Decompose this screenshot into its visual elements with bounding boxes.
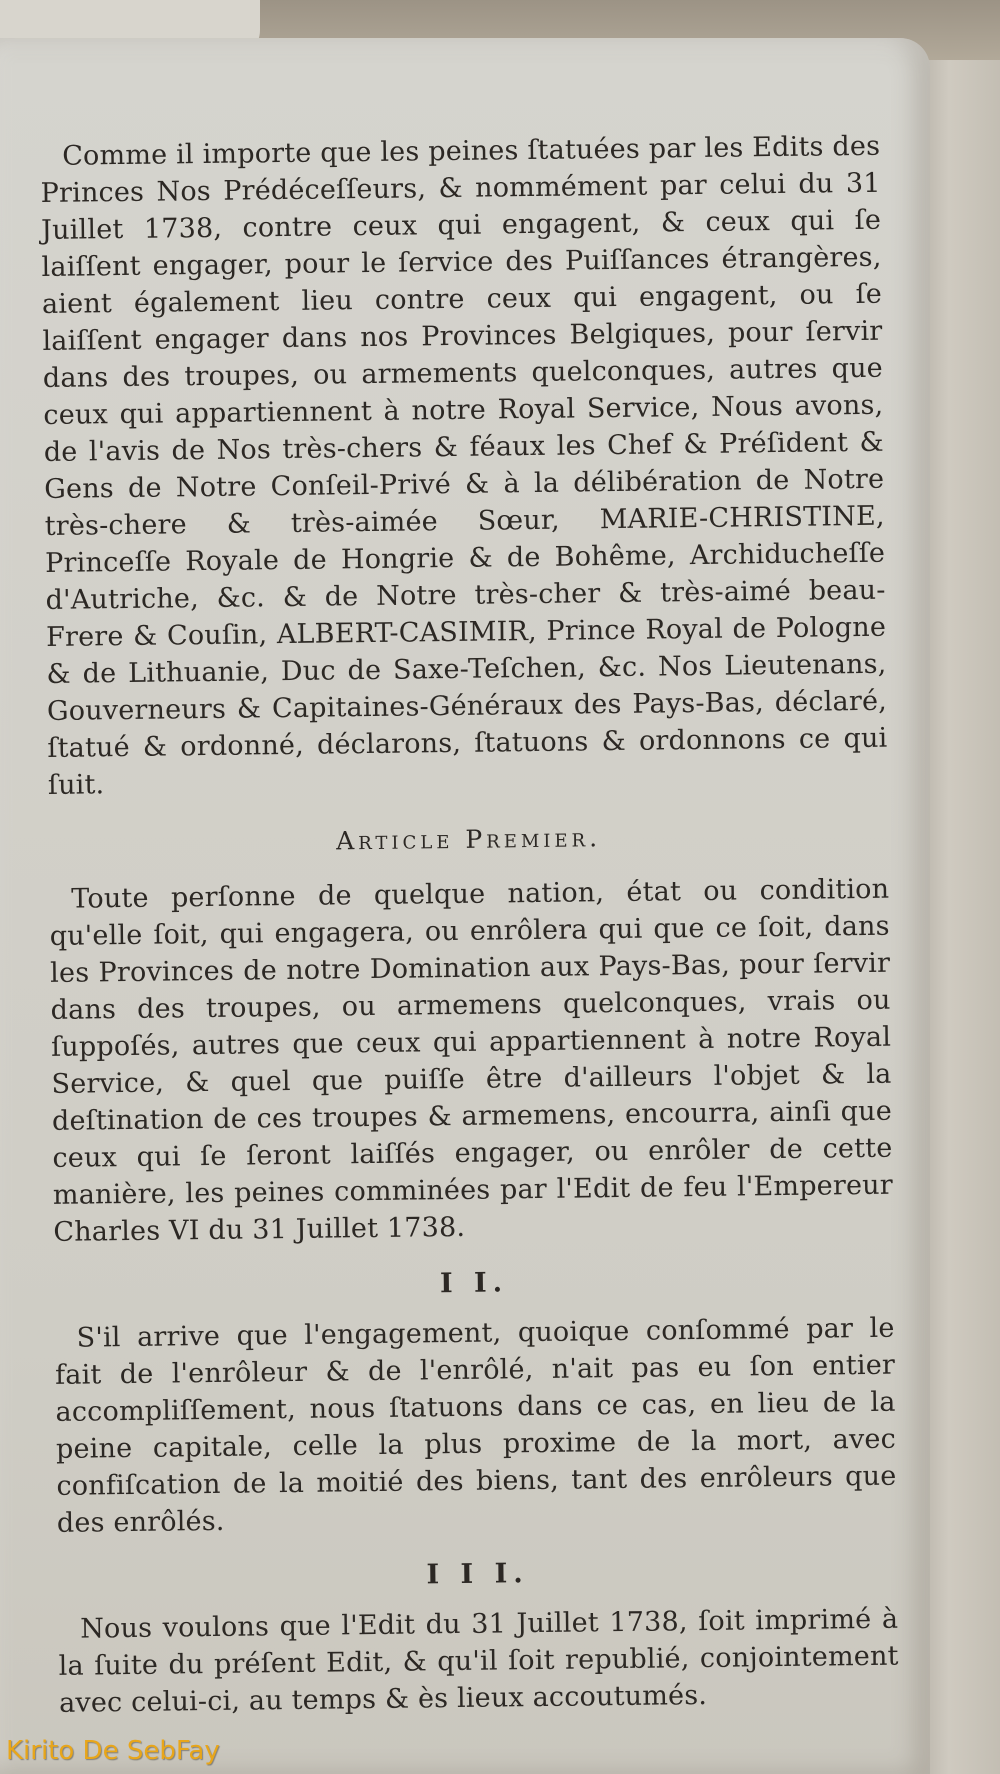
article-2-numeral: I I. xyxy=(439,1267,509,1300)
article-3-text: Nous voulons que l'Edit du 31 Juillet 1738, ſoit imprimé à la ſuite du préſent Edit, & qu'il ſoit republié, conjointement avec celui-ci, au temps & ès lieux accoutumés. xyxy=(58,1603,899,1719)
page-text xyxy=(40,128,899,1722)
article-heading: Article Premier. xyxy=(335,823,602,856)
intro-paragraph: Comme il importe que les peines ſtatuées par les Edits des Princes Nos Prédéceſſeurs, & nommément par celui du 31 Juillet 1738, contre ceux qui engagent, & ceux qui ſe laiſſent engager, pour le ſervice des Puiſſances étrangères, aient également lieu contre ceux qui engagent, ou ſe laiſſent engager dans nos Provinces Belgiques, pour ſervir dans des troupes, ou armements quelconques, autres que ceux qui appartiennent à notre Royal Service, Nous avons, de l'avis de Nos très-chers & féaux les Chef & Préſident & Gens de Notre Conſeil-Privé & à la délibération de Notre très-chere & très-aimée Sœur, MARIE-CHRISTINE, Princeſſe Royale de Hongrie & de Bohême, Archiducheſſe d'Autriche, &c. & de Notre très-cher & très-aimé beau-Frere & Couſin, ALBERT-CASIMIR, Prince Royal de Pologne & de Lithuanie, Duc de Saxe-Teſchen, &c. Nos Lieutenans, Gouverneurs & Capitaines-Généraux des Pays-Bas, déclaré, ſtatué & ordonné, déclarons, ſtatuons & ordonnons ce qui ſuit. xyxy=(40,130,888,801)
article-3-numeral: I I I. xyxy=(426,1558,529,1591)
document-page xyxy=(0,38,930,1774)
article-2-text: S'il arrive que l'engagement, quoique conſommé par le fait de l'enrôleur & de l'enrôlé, n'ait pas eu ſon entier accompliſſement, nous ſtatuons dans ce cas, en lieu de la peine capitale, celle la plus proxime de la mort, avec confiſcation de la moitié des biens, tant des enrôleurs que des enrôlés. xyxy=(54,1312,897,1539)
watermark-text: Kirito De SebFay xyxy=(6,1736,220,1766)
article-1-text: Toute perſonne de quelque nation, état ou condition qu'elle ſoit, qui engagera, ou enrôlera qui que ce ſoit, dans les Provinces de notre Domination aux Pays-Bas, pour ſervir dans des troupes, ou armemens quelconques, vrais ou ſuppoſés, autres que ceux qui appartiennent à notre Royal Service, & quel que puiſſe être d'ailleurs l'objet & la deſtination de ces troupes & armemens, encourra, ainſi que ceux qui ſe ſeront laiſſés engager, ou enrôler de cette manière, les peines comminées par l'Edit de feu l'Empereur Charles VI du 31 Juillet 1738. xyxy=(49,873,894,1248)
